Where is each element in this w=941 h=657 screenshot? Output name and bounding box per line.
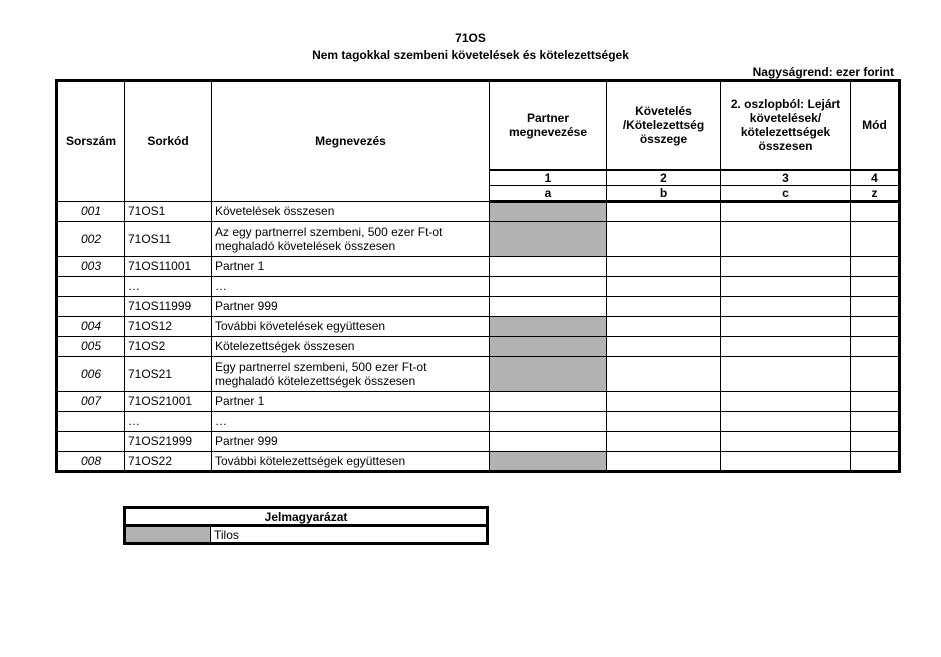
- table-row: [57, 336, 900, 356]
- amount-cell[interactable]: [607, 201, 721, 221]
- row-number: [57, 296, 125, 316]
- legend: [123, 506, 489, 545]
- col-number: 4: [851, 170, 900, 186]
- row-label: Egy partnerrel szembeni, 500 ezer Ft-ot meghaladó kötelezettségek összesen: [212, 356, 490, 391]
- row-code: 71OS21: [125, 356, 212, 391]
- row-label: Követelések összesen: [212, 201, 490, 221]
- col-letter: a: [490, 185, 607, 201]
- header-lejart: 2. oszlopból: Lejárt követelések/ kötelezettségek összesen: [721, 81, 851, 170]
- mode-cell[interactable]: [851, 256, 900, 276]
- unit-note: Nagyságrend: ezer forint: [752, 65, 894, 79]
- table-row: [57, 356, 900, 391]
- col-number: 3: [721, 170, 851, 186]
- row-number: 003: [57, 256, 125, 276]
- table-row: [57, 256, 900, 276]
- header-kovetel: Követelés /Kötelezettség összege: [607, 81, 721, 170]
- row-code: 71OS21999: [125, 431, 212, 451]
- mode-cell[interactable]: [851, 316, 900, 336]
- amount-cell[interactable]: [607, 256, 721, 276]
- col-letter: b: [607, 185, 721, 201]
- table-row: [57, 451, 900, 471]
- col-letter: c: [721, 185, 851, 201]
- overdue-cell[interactable]: [721, 276, 851, 296]
- amount-cell[interactable]: [607, 431, 721, 451]
- table-row: [57, 201, 900, 221]
- table-row: [57, 296, 900, 316]
- partner-cell[interactable]: [490, 411, 607, 431]
- mode-cell[interactable]: [851, 276, 900, 296]
- row-code: …: [125, 411, 212, 431]
- overdue-cell[interactable]: [721, 296, 851, 316]
- partner-cell[interactable]: [490, 201, 607, 221]
- row-code: 71OS11999: [125, 296, 212, 316]
- partner-cell[interactable]: [490, 316, 607, 336]
- mode-cell[interactable]: [851, 201, 900, 221]
- overdue-cell[interactable]: [721, 391, 851, 411]
- legend-swatch: [125, 526, 211, 544]
- amount-cell[interactable]: [607, 296, 721, 316]
- col-letter: z: [851, 185, 900, 201]
- partner-cell[interactable]: [490, 256, 607, 276]
- mode-cell[interactable]: [851, 296, 900, 316]
- row-label: További követelések együttesen: [212, 316, 490, 336]
- amount-cell[interactable]: [607, 451, 721, 471]
- row-label: Partner 999: [212, 431, 490, 451]
- table-row: [57, 391, 900, 411]
- table-row: [57, 411, 900, 431]
- mode-cell[interactable]: [851, 451, 900, 471]
- mode-cell[interactable]: [851, 221, 900, 256]
- mode-cell[interactable]: [851, 391, 900, 411]
- form-title: 71OS: [455, 31, 486, 45]
- partner-cell[interactable]: [490, 431, 607, 451]
- amount-cell[interactable]: [607, 221, 721, 256]
- overdue-cell[interactable]: [721, 221, 851, 256]
- partner-cell[interactable]: [490, 356, 607, 391]
- row-number: 006: [57, 356, 125, 391]
- row-code: 71OS11001: [125, 256, 212, 276]
- row-label: Kötelezettségek összesen: [212, 336, 490, 356]
- row-label: …: [212, 276, 490, 296]
- row-number: 004: [57, 316, 125, 336]
- amount-cell[interactable]: [607, 391, 721, 411]
- row-code: 71OS21001: [125, 391, 212, 411]
- row-code: 71OS12: [125, 316, 212, 336]
- row-code: 71OS1: [125, 201, 212, 221]
- amount-cell[interactable]: [607, 411, 721, 431]
- legend-label: Tilos: [211, 526, 488, 544]
- form-subtitle: Nem tagokkal szembeni követelések és kötelezettségek: [312, 48, 629, 62]
- overdue-cell[interactable]: [721, 256, 851, 276]
- overdue-cell[interactable]: [721, 411, 851, 431]
- partner-cell[interactable]: [490, 391, 607, 411]
- overdue-cell[interactable]: [721, 356, 851, 391]
- overdue-cell[interactable]: [721, 451, 851, 471]
- row-label: További kötelezettségek együttesen: [212, 451, 490, 471]
- partner-cell[interactable]: [490, 221, 607, 256]
- row-label: Partner 1: [212, 391, 490, 411]
- overdue-cell[interactable]: [721, 201, 851, 221]
- amount-cell[interactable]: [607, 316, 721, 336]
- header-sorszam: Sorszám: [57, 81, 125, 202]
- amount-cell[interactable]: [607, 276, 721, 296]
- row-number: 001: [57, 201, 125, 221]
- overdue-cell[interactable]: [721, 431, 851, 451]
- header-megnevezes: Megnevezés: [212, 81, 490, 202]
- partner-cell[interactable]: [490, 276, 607, 296]
- table-row: [57, 221, 900, 256]
- mode-cell[interactable]: [851, 336, 900, 356]
- partner-cell[interactable]: [490, 296, 607, 316]
- overdue-cell[interactable]: [721, 336, 851, 356]
- row-label: Partner 999: [212, 296, 490, 316]
- row-number: 002: [57, 221, 125, 256]
- row-label: …: [212, 411, 490, 431]
- table-row: [57, 276, 900, 296]
- row-label: Partner 1: [212, 256, 490, 276]
- overdue-cell[interactable]: [721, 316, 851, 336]
- table-row: [57, 316, 900, 336]
- partner-cell[interactable]: [490, 451, 607, 471]
- row-code: …: [125, 276, 212, 296]
- mode-cell[interactable]: [851, 356, 900, 391]
- header-partner: Partner megnevezése: [490, 81, 607, 170]
- col-number: 2: [607, 170, 721, 186]
- row-code: 71OS22: [125, 451, 212, 471]
- mode-cell[interactable]: [851, 411, 900, 431]
- table-row: [57, 431, 900, 451]
- header-mod: Mód: [851, 81, 900, 170]
- row-code: 71OS2: [125, 336, 212, 356]
- row-number: 008: [57, 451, 125, 471]
- row-number: [57, 431, 125, 451]
- legend-title: Jelmagyarázat: [125, 508, 488, 526]
- report-table: [55, 79, 901, 473]
- row-number: [57, 411, 125, 431]
- row-number: 007: [57, 391, 125, 411]
- row-number: [57, 276, 125, 296]
- row-code: 71OS11: [125, 221, 212, 256]
- header-sorkod: Sorkód: [125, 81, 212, 202]
- amount-cell[interactable]: [607, 336, 721, 356]
- col-number: 1: [490, 170, 607, 186]
- row-number: 005: [57, 336, 125, 356]
- partner-cell[interactable]: [490, 336, 607, 356]
- row-label: Az egy partnerrel szembeni, 500 ezer Ft-ot meghaladó követelések összesen: [212, 221, 490, 256]
- amount-cell[interactable]: [607, 356, 721, 391]
- mode-cell[interactable]: [851, 431, 900, 451]
